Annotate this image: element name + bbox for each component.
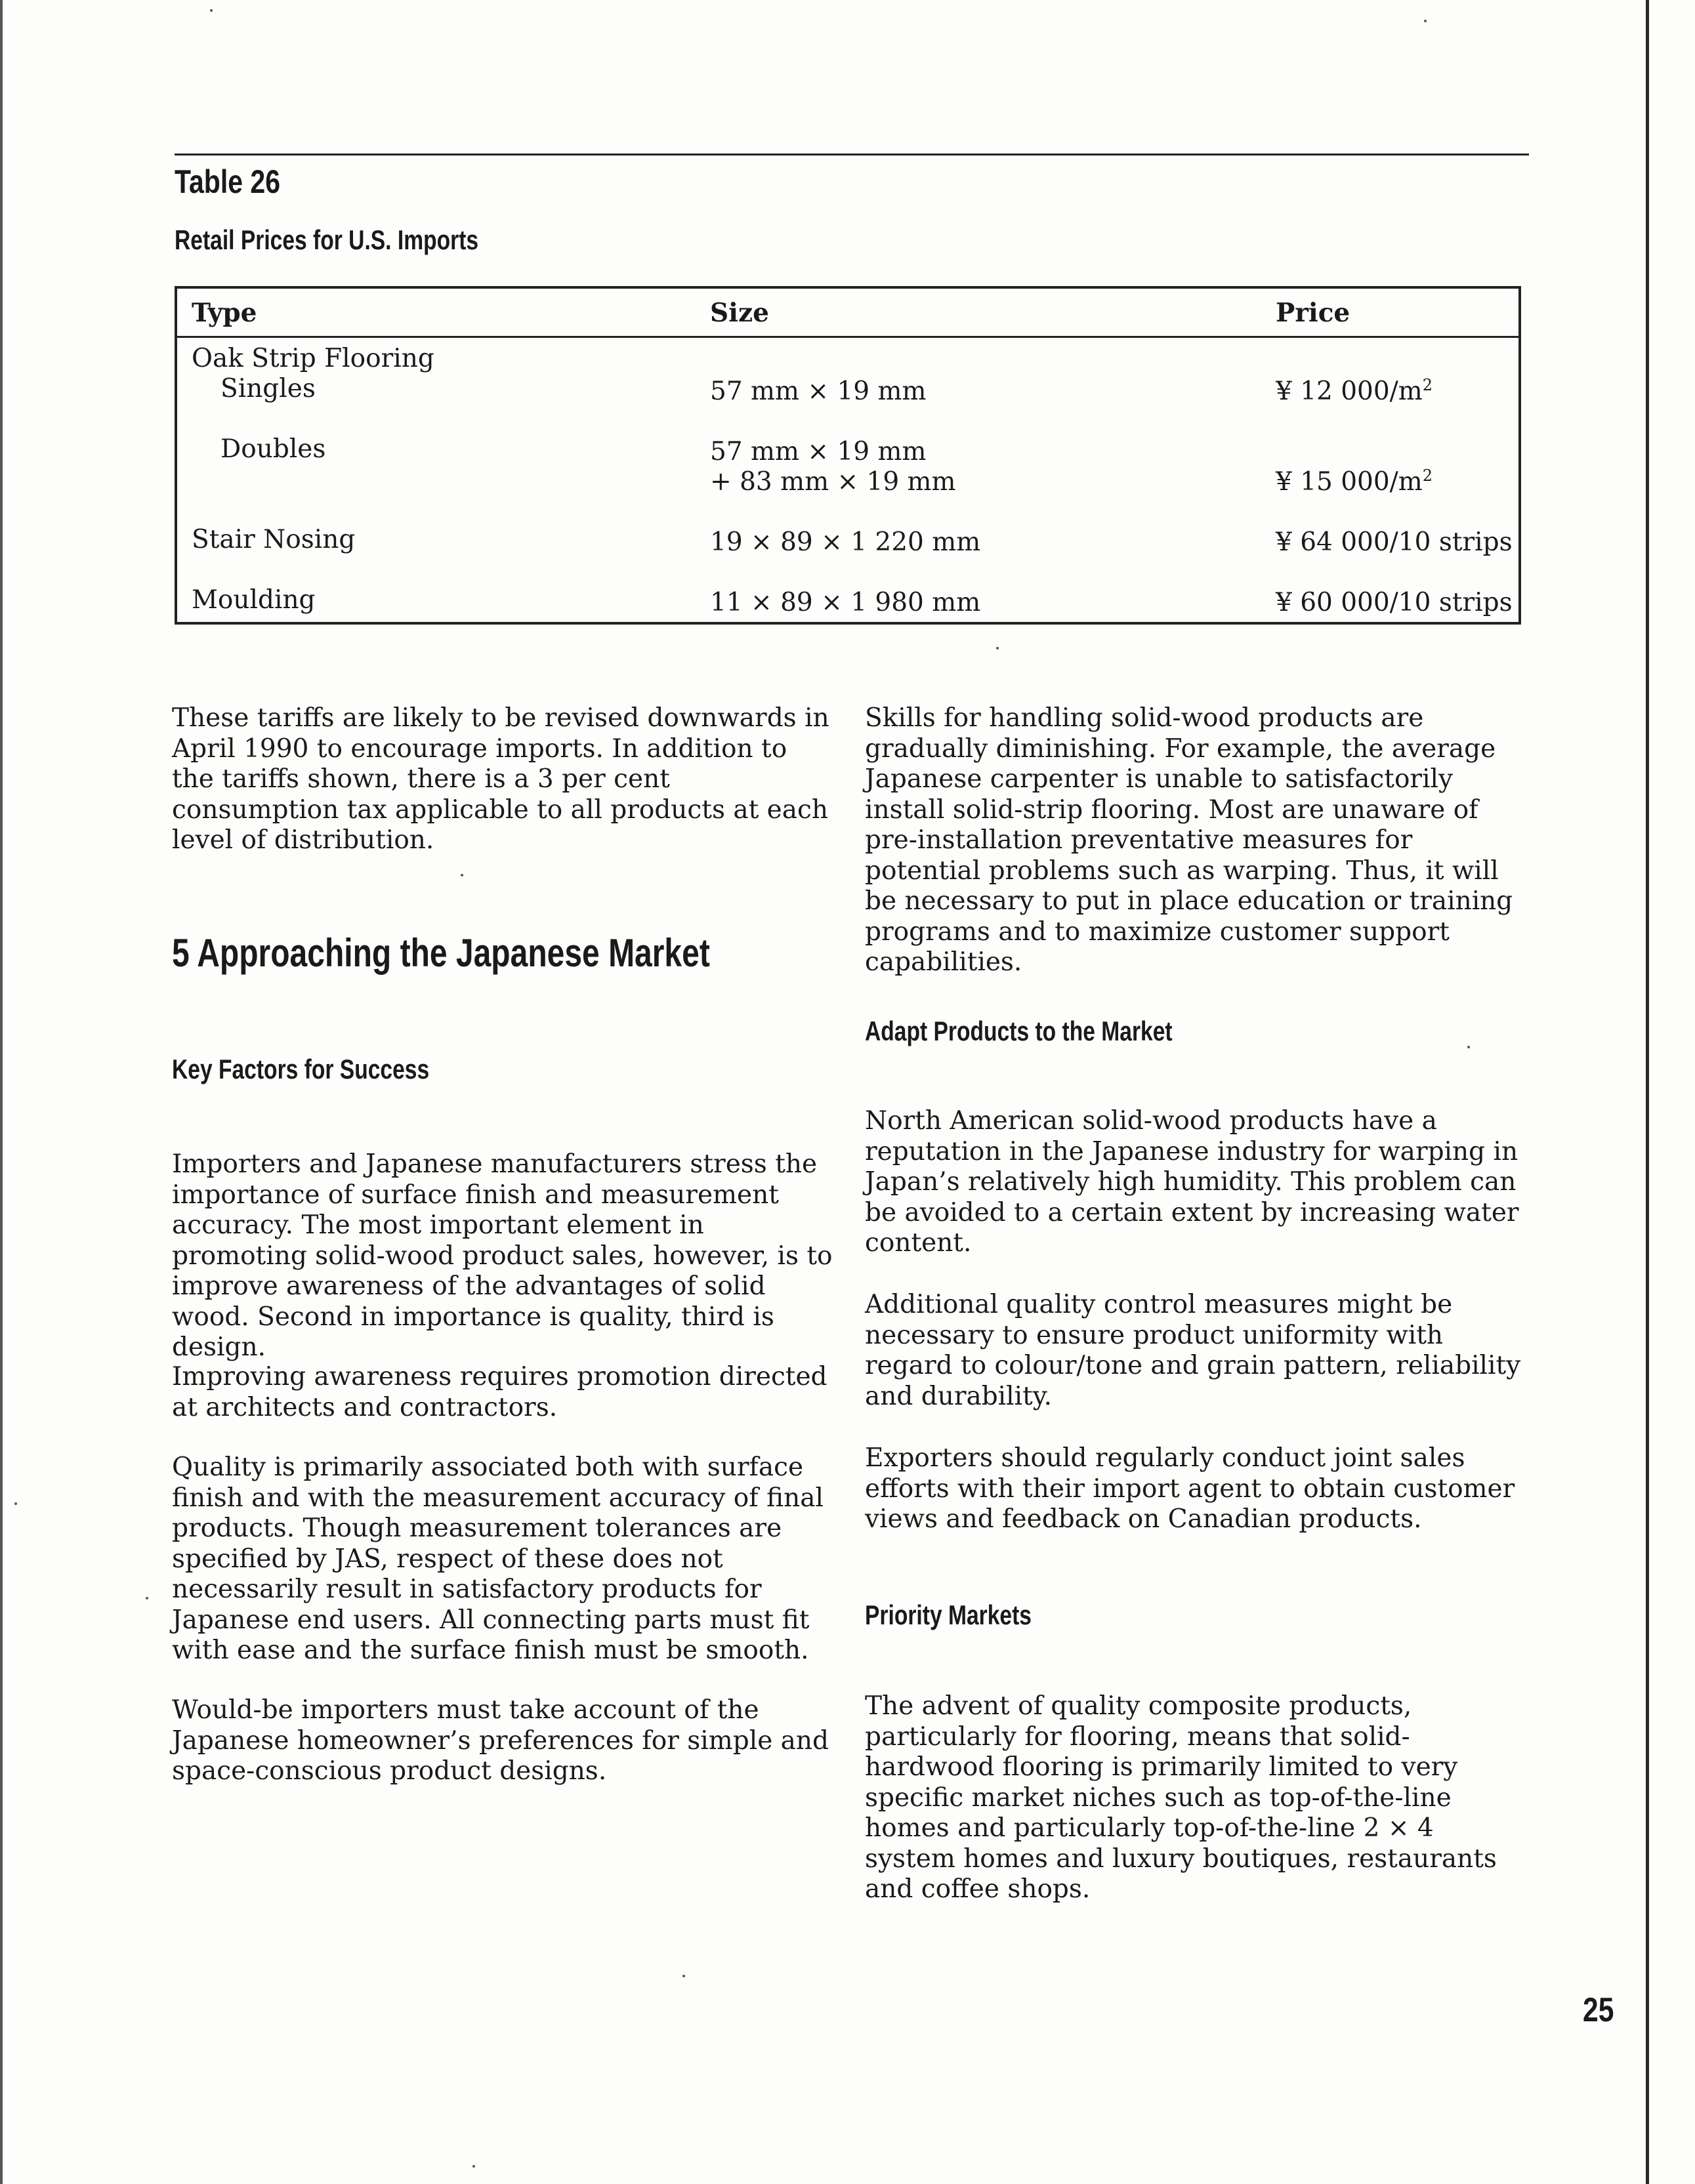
header-size: Size bbox=[710, 298, 769, 328]
page-edge-left bbox=[0, 0, 3, 2184]
scan-speck bbox=[682, 1975, 685, 1977]
adapt-paragraph-1: North American solid-wood products have a reputation in the Japanese industry for warping in Japan’s relatively high humidity. This problem can be avoided to a certain extent by increasing water content. bbox=[865, 1106, 1519, 1258]
top-rule bbox=[175, 154, 1529, 155]
row-type-moulding: Moulding bbox=[192, 585, 316, 615]
scan-speck bbox=[996, 647, 999, 649]
header-price: Price bbox=[1276, 298, 1350, 328]
scan-speck bbox=[1467, 1046, 1470, 1048]
row-size-stair-nosing: 19 × 89 × 1 220 mm bbox=[710, 527, 981, 557]
row-size-singles: 57 mm × 19 mm bbox=[710, 377, 927, 406]
key-factors-paragraph-1: Importers and Japanese manufacturers stress the importance of surface finish and measurement accuracy. The most important element in promoting solid-wood product sales, however, is to improve awareness of the advantages of solid wood. Second in importance is quality, third is design. bbox=[172, 1149, 833, 1362]
price-table bbox=[175, 286, 1521, 625]
subheading-priority-markets: Priority Markets bbox=[865, 1599, 1032, 1630]
row-group-label: Oak Strip Flooring bbox=[192, 344, 434, 373]
header-rule bbox=[177, 336, 1518, 338]
scan-speck bbox=[461, 874, 463, 876]
row-price-stair-nosing: ¥ 64 000/10 strips bbox=[1276, 527, 1513, 557]
row-type-singles: Singles bbox=[220, 374, 316, 403]
scan-speck bbox=[472, 2165, 475, 2168]
table-title: Table 26 bbox=[175, 163, 281, 200]
adapt-paragraph-2: Additional quality control measures might be necessary to ensure product uniformity with regard to colour/tone and grain pattern, reliability and durability. bbox=[865, 1290, 1521, 1411]
subheading-adapt-products: Adapt Products to the Market bbox=[865, 1016, 1173, 1046]
scan-speck bbox=[14, 1502, 17, 1505]
scan-speck bbox=[210, 9, 213, 12]
key-factors-paragraph-2: Improving awareness requires promotion directed at architects and contractors. bbox=[172, 1362, 827, 1422]
row-type-doubles: Doubles bbox=[220, 434, 326, 464]
scan-speck bbox=[1424, 20, 1427, 22]
section-heading: 5 Approaching the Japanese Market bbox=[172, 931, 710, 975]
page-number: 25 bbox=[1583, 1991, 1614, 2029]
skills-paragraph: Skills for handling solid-wood products are gradually diminishing. For example, the average Japanese carpenter is unable to satisfactorily install solid-strip flooring. Most are unaware of pre-installation preventative measures for potential problems such as warping. Thus, it will be necessary to put in place education or training programs and to maximize customer support capabilities. bbox=[865, 703, 1513, 977]
row-size-moulding: 11 × 89 × 1 980 mm bbox=[710, 588, 981, 617]
subheading-key-factors: Key Factors for Success bbox=[172, 1054, 430, 1084]
adapt-paragraph-3: Exporters should regularly conduct joint sales efforts with their import agent to obtain customer views and feedback on Canadian products. bbox=[865, 1443, 1515, 1534]
tariffs-paragraph: These tariffs are likely to be revised downwards in April 1990 to encourage imports. In addition to the tariffs shown, there is a 3 per cent consumption tax applicable to all products at each level of distribution. bbox=[172, 703, 829, 855]
table-subtitle: Retail Prices for U.S. Imports bbox=[175, 224, 479, 255]
row-size-doubles-line2: + 83 mm × 19 mm bbox=[710, 467, 956, 497]
key-factors-paragraph-4: Would-be importers must take account of the Japanese homeowner’s preferences for simple and space-conscious product designs. bbox=[172, 1695, 829, 1786]
scan-speck bbox=[146, 1597, 148, 1599]
key-factors-paragraph-3: Quality is primarily associated both with surface finish and with the measurement accuracy of final products. Though measurement tolerances are specified by JAS, respect of these does not necessarily result in satisfactory products for Japanese end users. All connecting parts must fit with ease and the surface finish must be smooth. bbox=[172, 1453, 824, 1665]
row-price-singles: ¥ 12 $000/m^2$ bbox=[1276, 376, 1433, 406]
row-size-doubles: 57 mm × 19 mm bbox=[710, 437, 927, 466]
row-type-stair-nosing: Stair Nosing bbox=[192, 525, 356, 554]
priority-markets-paragraph: The advent of quality composite products, particularly for flooring, means that solid-hardwood flooring is primarily limited to very specific market niches such as top-of-the-line homes and particularly top-of-the-line 2 × 4 system homes and luxury boutiques, restaurants and coffee shops. bbox=[865, 1691, 1497, 1904]
header-type: Type bbox=[192, 298, 257, 328]
page-edge-right bbox=[1646, 0, 1649, 2184]
row-price-doubles: ¥ 15 $000/m^2$ bbox=[1276, 466, 1433, 497]
row-price-moulding: ¥ 60 000/10 strips bbox=[1276, 588, 1513, 617]
